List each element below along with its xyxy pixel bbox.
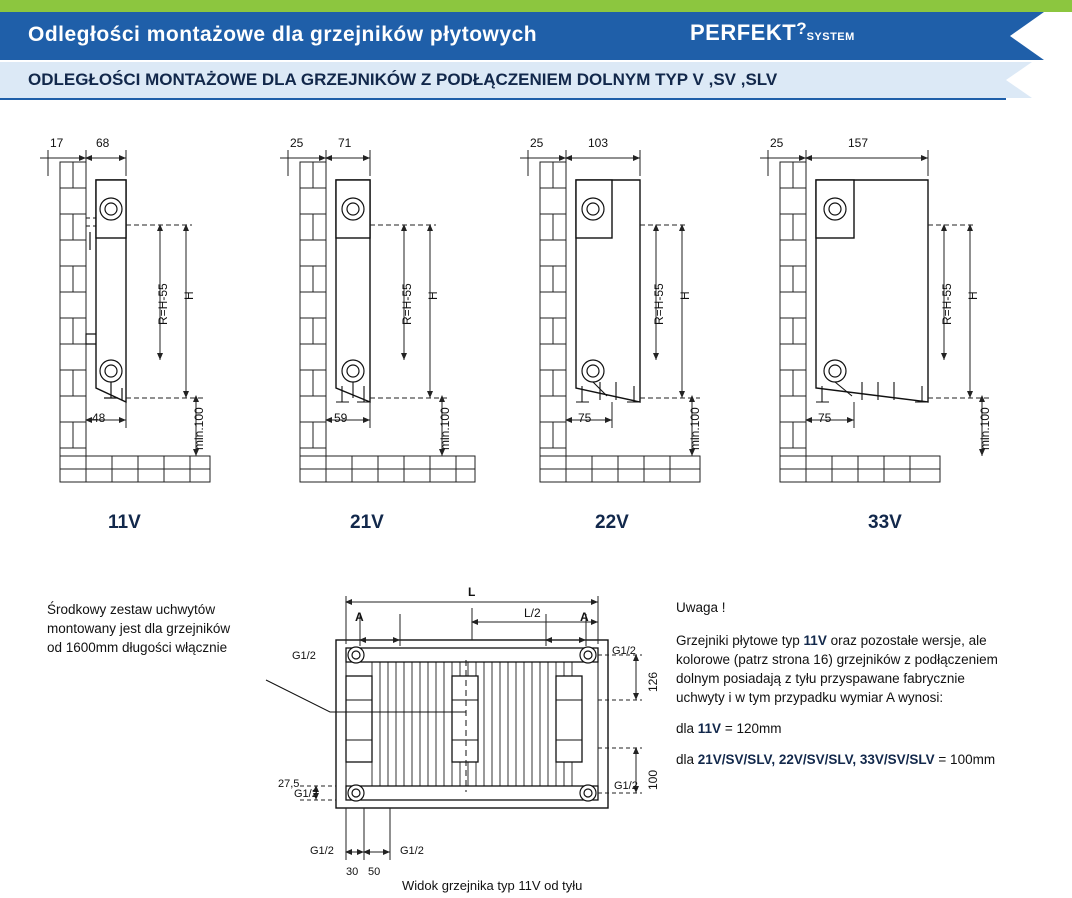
dim-L-half: L/2 <box>524 606 541 620</box>
notice-title: Uwaga ! <box>676 600 726 615</box>
dim-21v-top-right: 71 <box>338 136 352 150</box>
notice-paragraph-3: dolnym posiadają z tyłu przyspawane fabrycznie <box>676 671 965 686</box>
notice-paragraph-2: kolorowe (patrz strona 16) grzejników z podłączeniem <box>676 652 998 667</box>
dim-11v-bottom: 48 <box>92 411 106 425</box>
center-bracket-note-line3: od 1600mm długości włącznie <box>47 640 228 655</box>
unit-title-11v: 11V <box>108 512 141 533</box>
drawing-unit-33v <box>760 150 990 482</box>
dim-100: 100 <box>646 769 660 790</box>
notice-value-others <box>676 750 1056 769</box>
notice-paragraph-1 <box>676 631 1056 650</box>
notice-value-11v-c: = 120mm <box>721 721 782 736</box>
dim-50: 50 <box>368 866 381 878</box>
dim-21v-min: min.100 <box>438 407 452 450</box>
dim-22v-r: R=H-55 <box>652 283 666 325</box>
dim-21v-top-left: 25 <box>290 136 304 150</box>
dim-21v-h: H <box>426 291 440 300</box>
notice-p1-c: oraz pozostałe wersje, ale <box>826 633 987 648</box>
dim-33v-bottom: 75 <box>818 411 832 425</box>
notice-value-11v-type: 11V <box>697 721 722 736</box>
dim-33v-r: R=H-55 <box>940 283 954 325</box>
dim-22v-top-right: 103 <box>588 136 609 150</box>
page-subtitle: ODLEGŁOŚCI MONTAŻOWE DLA GRZEJNIKÓW Z PODŁĄCZENIEM DOLNYM TYP V ,SV ,SLV <box>28 70 778 89</box>
unit-title-22v: 22V <box>595 512 629 533</box>
thread-label-bottom-right: G1/2 <box>614 780 638 792</box>
dim-33v-min: min.100 <box>978 407 992 450</box>
center-bracket-note-line2: montowany jest dla grzejników <box>47 621 231 636</box>
notice-value-others-a: dla <box>676 752 698 767</box>
notice-paragraph-4: uchwyty i w tym przypadku wymiar A wynosi: <box>676 690 944 705</box>
dim-11v-h: H <box>182 291 196 300</box>
notice-value-others-c: = 100mm <box>934 752 996 767</box>
notice-p1-type: 11V <box>803 633 827 648</box>
notice-p1-a: Grzejniki płytowe typ <box>676 633 804 648</box>
drawing-unit-22v <box>520 150 700 482</box>
notice-block <box>676 598 1056 769</box>
dim-11v-r: R=H-55 <box>156 283 170 325</box>
brand-question-mark: ? <box>796 19 807 38</box>
thread-label-bottom-b: G1/2 <box>400 845 424 857</box>
page-title: Odległości montażowe dla grzejników płytowych <box>28 23 538 46</box>
dim-21v-bottom: 59 <box>334 411 348 425</box>
notice-value-11v-a: dla <box>676 721 698 736</box>
dim-A-left: A <box>355 610 364 624</box>
dim-22v-h: H <box>678 291 692 300</box>
dim-L: L <box>468 585 476 599</box>
dim-126: 126 <box>646 671 660 692</box>
drawing-unit-11v <box>40 150 210 482</box>
notice-value-others-types: 21V/SV/SLV, 22V/SV/SLV, 33V/SV/SLV <box>697 752 935 767</box>
rear-view-caption-text: Widok grzejnika typ 11V od tyłu <box>402 878 583 893</box>
dim-11v-top-left: 17 <box>50 136 64 150</box>
dim-30: 30 <box>346 866 359 878</box>
dim-33v-top-left: 25 <box>770 136 784 150</box>
thread-label-bottom-a: G1/2 <box>310 845 334 857</box>
dim-33v-h: H <box>966 291 980 300</box>
brand-subname: SYSTEM <box>806 31 855 43</box>
center-bracket-note <box>47 600 277 657</box>
dim-11v-min: min.100 <box>192 407 206 450</box>
rear-view-caption <box>402 878 582 893</box>
brand-name: PERFEKT <box>690 20 797 45</box>
dim-21v-r: R=H-55 <box>400 283 414 325</box>
dim-22v-top-left: 25 <box>530 136 544 150</box>
unit-title-21v: 21V <box>350 512 384 533</box>
dim-A-right: A <box>580 610 589 624</box>
thread-label-top-left: G1/2 <box>292 650 316 662</box>
center-bracket-note-line1: Środkowy zestaw uchwytów <box>47 602 216 617</box>
drawing-rear-view <box>266 596 642 860</box>
dim-11v-top-right: 68 <box>96 136 110 150</box>
unit-title-33v: 33V <box>868 512 902 533</box>
dim-22v-bottom: 75 <box>578 411 592 425</box>
dim-22v-min: min.100 <box>688 407 702 450</box>
thread-label-top-right: G1/2 <box>612 645 636 657</box>
notice-value-11v <box>676 719 1056 738</box>
dim-275: 27,5 <box>278 778 300 790</box>
thread-label-bottom-left: G1/2 <box>294 788 318 800</box>
dim-33v-top-right: 157 <box>848 136 869 150</box>
